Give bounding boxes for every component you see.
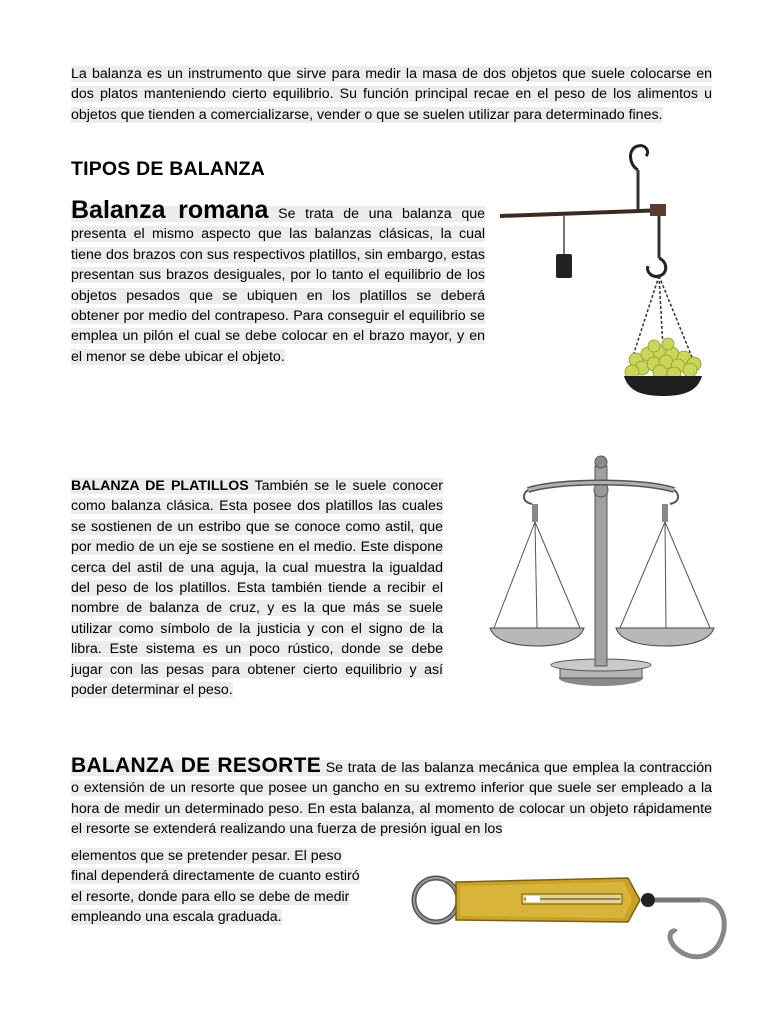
- resorte-paragraph-continued: [71, 846, 367, 928]
- intro-paragraph: [71, 64, 712, 125]
- intro-text: La balanza es un instrumento que sirve para medir la masa de dos objetos que suele colocarse en dos platos manteniendo cierto equilibrio. Su función principal recae en el peso de los alimentos u objetos que tienden a comercializarse, vender o que se suelen utilizar para determinado fines.: [71, 66, 712, 123]
- spring-balance-image: [404, 862, 744, 972]
- section-heading: TIPOS DE BALANZA: [71, 158, 265, 180]
- platillos-text: También se le suele conocer como balanza clásica. Esta posee dos platillos las cuales se sostienen de un estribo que se conoce como astil, que por medio de un eje se sostiene en el medio. Este dispone cerca del astil de una aguja, la cual muestra la igualdad del peso de los platillos. Esta también tiende a recibir el nombre de balanza de cruz, y es la que más se suele utilizar como símbolo de la justicia y con el signo de la libra. Este sistema es un poco rústico, donde se debe jugar con las pesas para obtener cierto equilibrio y así poder determinar el peso.: [71, 478, 444, 699]
- resorte-text-bottom: elementos que se pretender pesar. El peso final dependerá directamente de cuanto estiró el resorte, donde para ello se debe de medir empleando una escala graduada.: [71, 848, 360, 926]
- platillos-title: BALANZA DE PLATILLOS: [71, 478, 249, 494]
- platillos-paragraph: [71, 476, 443, 700]
- romana-paragraph: [71, 196, 485, 367]
- resorte-paragraph: [71, 756, 712, 840]
- romana-text: Se trata de una balanza que presenta el mismo aspecto que las balanzas clásicas, la cual tiene dos brazos con sus respectivos platillos, sin embargo, estas presentan sus brazos desiguales, por lo tanto el equilibrio de los objetos pesados que se ubiquen en los platillos se deberá obtener por medio del contrapeso. Para conseguir el equilibrio se emplea un pilón el cual se debe colocar en el brazo mayor, y en el menor se debe ubicar el objeto.: [71, 206, 485, 365]
- resorte-text-top: Se trata de las balanza mecánica que emplea la contracción o extensión de un resorte que posee un gancho en su extremo inferior que suele ser empleado a la hora de medir un determinado peso. En esta balanza, al momento de colocar un objeto rápidamente el resorte se extenderá realizando una fuerza de presión igual en los: [71, 760, 712, 838]
- two-pan-balance-image: [488, 452, 718, 692]
- romana-title: Balanza romana: [71, 196, 269, 224]
- steelyard-scale-image: [496, 140, 711, 400]
- resorte-title: BALANZA DE RESORTE: [71, 754, 321, 777]
